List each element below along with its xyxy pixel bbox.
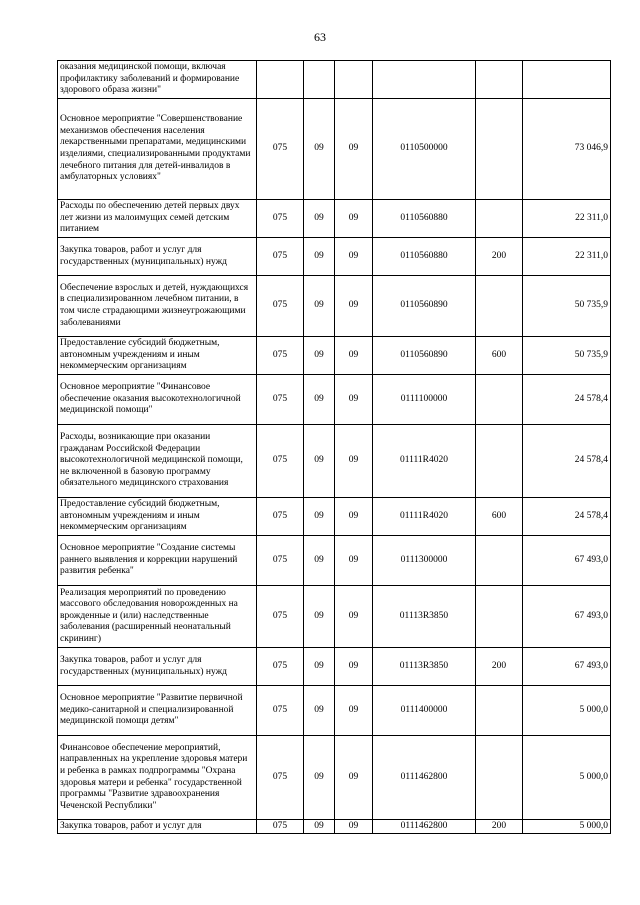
table-row — [58, 586, 611, 648]
amount-cell: 24 578,4 — [523, 425, 611, 498]
amount-cell: 67 493,0 — [523, 536, 611, 586]
item-name-cell: Расходы, возникающие при оказании гражданам Российской Федерации высокотехнологичной медицинской помощи, не включенной в базовую программу обязательного медицинского страхования — [58, 425, 257, 498]
target-article-cell: 01111R4020 — [373, 498, 476, 536]
subsection-cell: 09 — [335, 820, 373, 834]
budget-table — [57, 60, 611, 834]
expense-type-cell: 600 — [476, 337, 523, 375]
amount-cell: 22 311,0 — [523, 238, 611, 276]
subsection-cell: 09 — [335, 375, 373, 425]
item-name-cell: Закупка товаров, работ и услуг для государственных (муниципальных) нужд — [58, 648, 257, 686]
subsection-cell: 09 — [335, 200, 373, 238]
target-article-cell: 01113R3850 — [373, 648, 476, 686]
section-cell: 09 — [304, 498, 335, 536]
section-cell: 09 — [304, 820, 335, 834]
expense-type-cell — [476, 375, 523, 425]
section-cell: 09 — [304, 99, 335, 200]
expense-type-cell: 200 — [476, 820, 523, 834]
grbs-cell: 075 — [257, 736, 304, 820]
item-name-cell: Расходы по обеспечению детей первых двух лет жизни из малоимущих семей детским питанием — [58, 200, 257, 238]
amount-cell: 67 493,0 — [523, 648, 611, 686]
target-article-cell: 0110560890 — [373, 276, 476, 337]
amount-cell — [523, 61, 611, 99]
grbs-cell: 075 — [257, 200, 304, 238]
table-row — [58, 99, 611, 200]
table-row — [58, 686, 611, 736]
amount-cell: 73 046,9 — [523, 99, 611, 200]
expense-type-cell — [476, 586, 523, 648]
item-name-cell: Предоставление субсидий бюджетным, автономным учреждениям и иным некоммерческим организациям — [58, 498, 257, 536]
amount-cell: 67 493,0 — [523, 586, 611, 648]
expense-type-cell: 600 — [476, 498, 523, 536]
item-name-cell: Основное мероприятие "Финансовое обеспечение оказания высокотехнологичной медицинской помощи" — [58, 375, 257, 425]
amount-cell: 50 735,9 — [523, 276, 611, 337]
table-row — [58, 276, 611, 337]
subsection-cell: 09 — [335, 736, 373, 820]
amount-cell: 24 578,4 — [523, 375, 611, 425]
subsection-cell: 09 — [335, 498, 373, 536]
subsection-cell: 09 — [335, 99, 373, 200]
grbs-cell: 075 — [257, 586, 304, 648]
target-article-cell: 0111462800 — [373, 736, 476, 820]
target-article-cell: 0111462800 — [373, 820, 476, 834]
amount-cell: 5 000,0 — [523, 820, 611, 834]
subsection-cell: 09 — [335, 238, 373, 276]
expense-type-cell — [476, 276, 523, 337]
table-row — [58, 820, 611, 834]
subsection-cell: 09 — [335, 586, 373, 648]
subsection-cell: 09 — [335, 536, 373, 586]
expense-type-cell: 200 — [476, 238, 523, 276]
grbs-cell — [257, 61, 304, 99]
item-name-cell: Закупка товаров, работ и услуг для государственных (муниципальных) нужд — [58, 238, 257, 276]
amount-cell: 50 735,9 — [523, 337, 611, 375]
item-name-cell: оказания медицинской помощи, включая профилактику заболеваний и формирование здорового образа жизни" — [58, 61, 257, 99]
target-article-cell: 0110560880 — [373, 200, 476, 238]
target-article-cell: 0111300000 — [373, 536, 476, 586]
section-cell: 09 — [304, 736, 335, 820]
subsection-cell: 09 — [335, 425, 373, 498]
target-article-cell: 0110500000 — [373, 99, 476, 200]
section-cell: 09 — [304, 375, 335, 425]
table-row — [58, 736, 611, 820]
table-row — [58, 648, 611, 686]
expense-type-cell: 200 — [476, 648, 523, 686]
item-name-cell: Обеспечение взрослых и детей, нуждающихся в специализированном лечебном питании, в том числе страдающими жизнеугрожающими заболеваниями — [58, 276, 257, 337]
page-number: 63 — [314, 30, 326, 44]
table-row — [58, 238, 611, 276]
target-article-cell — [373, 61, 476, 99]
section-cell: 09 — [304, 337, 335, 375]
item-name-cell: Основное мероприятие "Совершенствование механизмов обеспечения населения лекарственными препаратами, медицинскими изделиями, специализированными продуктами лечебного питания для детей-инвалидов в амбулаторных условиях" — [58, 99, 257, 200]
item-name-cell: Закупка товаров, работ и услуг для — [58, 820, 257, 834]
grbs-cell: 075 — [257, 820, 304, 834]
subsection-cell: 09 — [335, 648, 373, 686]
grbs-cell: 075 — [257, 276, 304, 337]
table-row — [58, 498, 611, 536]
grbs-cell: 075 — [257, 686, 304, 736]
expense-type-cell — [476, 686, 523, 736]
grbs-cell: 075 — [257, 375, 304, 425]
section-cell: 09 — [304, 648, 335, 686]
section-cell: 09 — [304, 425, 335, 498]
grbs-cell: 075 — [257, 99, 304, 200]
grbs-cell: 075 — [257, 536, 304, 586]
expense-type-cell — [476, 425, 523, 498]
target-article-cell: 0111400000 — [373, 686, 476, 736]
subsection-cell: 09 — [335, 686, 373, 736]
grbs-cell: 075 — [257, 425, 304, 498]
table-row — [58, 200, 611, 238]
table-row — [58, 425, 611, 498]
section-cell: 09 — [304, 276, 335, 337]
target-article-cell: 01111R4020 — [373, 425, 476, 498]
section-cell: 09 — [304, 200, 335, 238]
table-row — [58, 536, 611, 586]
grbs-cell: 075 — [257, 337, 304, 375]
subsection-cell — [335, 61, 373, 99]
expense-type-cell — [476, 99, 523, 200]
target-article-cell: 0111100000 — [373, 375, 476, 425]
grbs-cell: 075 — [257, 238, 304, 276]
item-name-cell: Предоставление субсидий бюджетным, автономным учреждениям и иным некоммерческим организациям — [58, 337, 257, 375]
target-article-cell: 0110560890 — [373, 337, 476, 375]
expense-type-cell — [476, 736, 523, 820]
item-name-cell: Основное мероприятие "Создание системы раннего выявления и коррекции нарушений развития ребенка" — [58, 536, 257, 586]
item-name-cell: Реализация мероприятий по проведению массового обследования новорожденных на врожденные и (или) наследственные заболевания (расширенный неонатальный скрининг) — [58, 586, 257, 648]
table-row — [58, 375, 611, 425]
grbs-cell: 075 — [257, 498, 304, 536]
subsection-cell: 09 — [335, 276, 373, 337]
section-cell: 09 — [304, 536, 335, 586]
grbs-cell: 075 — [257, 648, 304, 686]
amount-cell: 22 311,0 — [523, 200, 611, 238]
table-row — [58, 61, 611, 99]
table-row — [58, 337, 611, 375]
section-cell: 09 — [304, 686, 335, 736]
amount-cell: 5 000,0 — [523, 686, 611, 736]
item-name-cell: Финансовое обеспечение мероприятий, направленных на укрепление здоровья матери и ребенка в рамках подпрограммы "Охрана здоровья матери и ребенка" государственной программы "Развитие здравоохранения Чеченской Республики" — [58, 736, 257, 820]
expense-type-cell — [476, 536, 523, 586]
expense-type-cell — [476, 200, 523, 238]
expense-type-cell — [476, 61, 523, 99]
target-article-cell: 01113R3850 — [373, 586, 476, 648]
subsection-cell: 09 — [335, 337, 373, 375]
target-article-cell: 0110560880 — [373, 238, 476, 276]
amount-cell: 5 000,0 — [523, 736, 611, 820]
section-cell: 09 — [304, 586, 335, 648]
section-cell — [304, 61, 335, 99]
item-name-cell: Основное мероприятие "Развитие первичной медико-санитарной и специализированной медицинской помощи детям" — [58, 686, 257, 736]
section-cell: 09 — [304, 238, 335, 276]
amount-cell: 24 578,4 — [523, 498, 611, 536]
